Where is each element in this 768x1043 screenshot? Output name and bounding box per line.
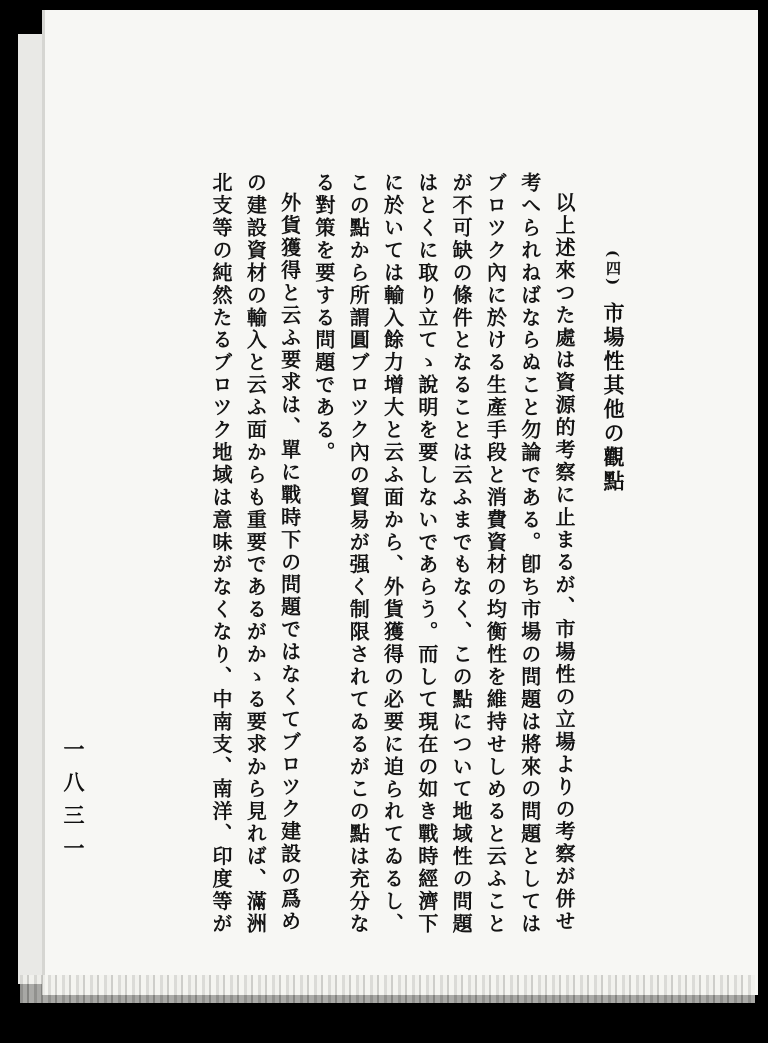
paragraph-2: 外貨獲得と云ふ要求は、單に戰時下の問題ではなくてブロツク建設の爲めの建設資材の輸入と云ふ面からも重要であるがかゝる要求から見れば、滿洲北支等の純然たるブロツク地域は意味がなくなり、中南支、南洋、印度等が: [209, 172, 302, 936]
paragraph-1: 以上述來つた處は資源的考察に止まるが、市場性の立場よりの考察が併せ考へられねばならぬこと勿論である。卽ち市場の問題は將來の問題としてはブロツク內に於ける生產手段と消費資材の均衡性を維持せしめると云ふことが不可缺の條件となることは云ふまでもなく、この點について地域性の問題はとくに取り立てゝ說明を要しないであらう。而して現在の如き戰時經濟下に於いては輸入餘力增大と云ふ面から、外貨獲得の必要に迫られてゐるし、この點から所謂圓ブロツク內の貿易が强く制限されてゐるがこの點は充分なる對策を要する問題である。: [311, 172, 576, 936]
section-number: (四): [604, 250, 622, 289]
body-text: [115, 172, 581, 942]
section-heading: [598, 250, 628, 494]
page-number: 一八三一: [61, 738, 86, 870]
scan-edge-noise: [20, 975, 755, 1003]
section-title: 市場性其他の觀點: [601, 302, 626, 495]
